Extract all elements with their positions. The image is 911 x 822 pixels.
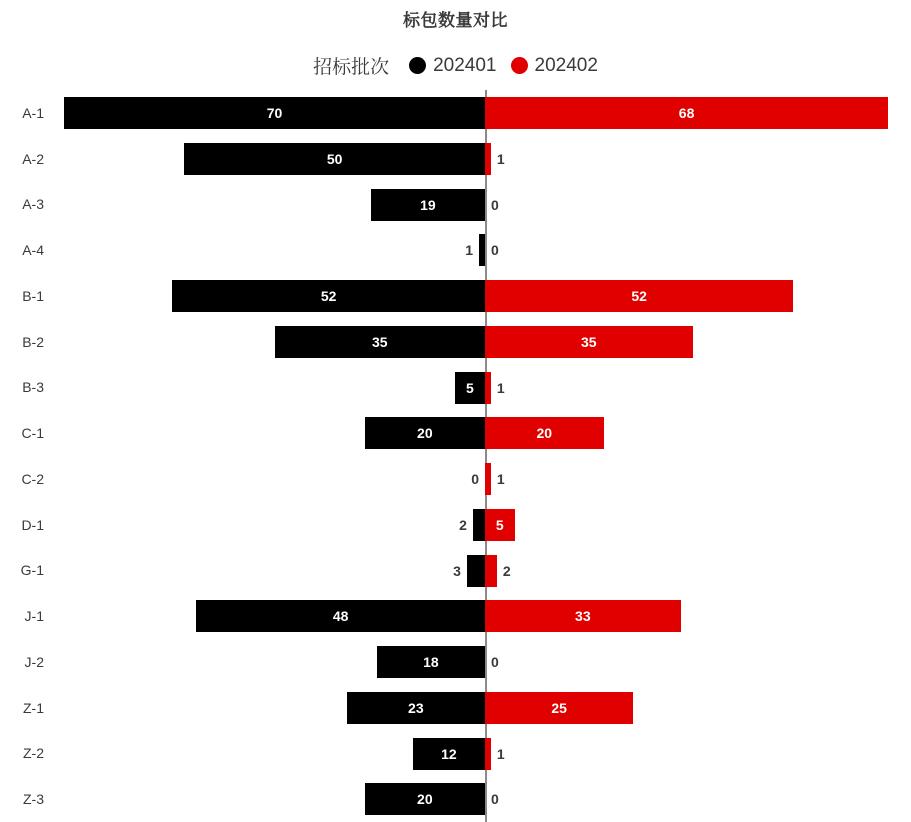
chart-row	[0, 548, 911, 594]
bar-value-202402: 0	[491, 654, 499, 670]
bar-value-202402: 2	[502, 562, 511, 579]
category-label: C-2	[21, 470, 44, 487]
bar-value-202401: 2	[459, 516, 467, 533]
bar-value-202401: 1	[465, 242, 473, 259]
bar-value-202401: 52	[320, 288, 337, 304]
chart-row	[0, 456, 911, 502]
row-bars	[56, 182, 901, 228]
chart-legend	[0, 52, 911, 79]
bar-value-202401: 3	[453, 562, 461, 579]
bar-value-202401: 23	[408, 699, 424, 716]
bar-value-202402: 25	[551, 699, 567, 716]
category-label: A-4	[22, 242, 44, 259]
bar-value-202402: 1	[496, 471, 505, 487]
row-bars	[56, 273, 901, 319]
bar-202401[interactable]	[473, 509, 485, 541]
bar-value-202401: 35	[371, 333, 388, 350]
bar-value-202402: 68	[678, 105, 695, 121]
chart-row	[0, 319, 911, 365]
category-label: A-3	[22, 196, 44, 213]
bar-202402[interactable]	[485, 463, 491, 495]
bar-202402[interactable]	[485, 555, 497, 587]
chart-row	[0, 182, 911, 228]
row-bars	[56, 548, 901, 594]
row-bars	[56, 365, 901, 411]
bar-value-202401: 18	[423, 654, 439, 670]
category-label: J-1	[24, 608, 44, 625]
bar-202401[interactable]	[467, 555, 485, 587]
bar-value-202402: 35	[580, 333, 597, 350]
row-bars	[56, 227, 901, 273]
category-label: B-2	[22, 333, 44, 350]
legend-title: 招标批次	[313, 57, 390, 78]
row-bars	[56, 319, 901, 365]
category-label: J-2	[24, 653, 44, 670]
category-label: B-1	[22, 287, 44, 304]
chart-row	[0, 410, 911, 456]
bar-value-202401: 70	[266, 105, 283, 121]
chart-row	[0, 90, 911, 136]
bar-value-202401: 0	[471, 471, 479, 487]
chart-row	[0, 593, 911, 639]
row-bars	[56, 776, 901, 822]
row-bars	[56, 639, 901, 685]
category-label: Z-2	[23, 745, 44, 762]
category-label: B-3	[22, 379, 44, 396]
bar-202402[interactable]	[485, 738, 491, 770]
legend-label: 202402	[534, 54, 598, 76]
chart-row	[0, 639, 911, 685]
category-label: C-1	[21, 425, 44, 442]
bar-value-202401: 20	[417, 425, 433, 442]
category-label: Z-3	[23, 791, 44, 808]
bar-value-202401: 20	[417, 791, 433, 808]
row-bars	[56, 731, 901, 777]
chart-title: 标包数量对比	[403, 11, 508, 30]
row-bars	[56, 685, 901, 731]
category-label: A-1	[22, 104, 44, 121]
category-label: G-1	[20, 562, 44, 579]
bar-value-202401: 5	[466, 379, 474, 396]
category-label: A-2	[22, 150, 44, 167]
category-label: Z-1	[23, 699, 44, 716]
bar-202402[interactable]	[485, 143, 491, 175]
bar-value-202401: 50	[326, 150, 343, 167]
legend-item-202402[interactable]	[511, 55, 598, 77]
chart-row	[0, 776, 911, 822]
bar-202401[interactable]	[479, 234, 485, 266]
bar-value-202402: 0	[491, 791, 499, 808]
legend-item-202401[interactable]	[409, 55, 496, 77]
chart-row	[0, 685, 911, 731]
chart-plot-area	[0, 90, 911, 822]
chart-row	[0, 502, 911, 548]
row-bars	[56, 90, 901, 136]
bar-202402[interactable]	[485, 372, 491, 404]
legend-dot-icon	[409, 57, 426, 74]
bar-value-202402: 52	[631, 288, 647, 304]
bar-value-202402: 1	[496, 379, 505, 396]
bar-value-202402: 5	[495, 516, 504, 533]
chart-row	[0, 273, 911, 319]
row-bars	[56, 136, 901, 182]
legend-dot-icon	[511, 57, 528, 74]
row-bars	[56, 593, 901, 639]
row-bars	[56, 410, 901, 456]
bar-value-202401: 48	[332, 608, 349, 625]
chart-row	[0, 365, 911, 411]
chart-row	[0, 731, 911, 777]
bar-value-202402: 33	[575, 608, 591, 625]
bar-value-202401: 19	[420, 196, 436, 213]
bar-value-202402: 20	[536, 425, 553, 442]
bar-value-202402: 1	[496, 150, 505, 167]
category-label: D-1	[21, 516, 44, 533]
bar-value-202402: 0	[491, 196, 499, 213]
bar-value-202402: 0	[491, 242, 499, 259]
chart-row	[0, 227, 911, 273]
chart-row	[0, 136, 911, 182]
row-bars	[56, 502, 901, 548]
legend-label: 202401	[433, 54, 497, 76]
row-bars	[56, 456, 901, 502]
bar-value-202401: 12	[441, 745, 457, 762]
bar-value-202402: 1	[496, 745, 505, 762]
